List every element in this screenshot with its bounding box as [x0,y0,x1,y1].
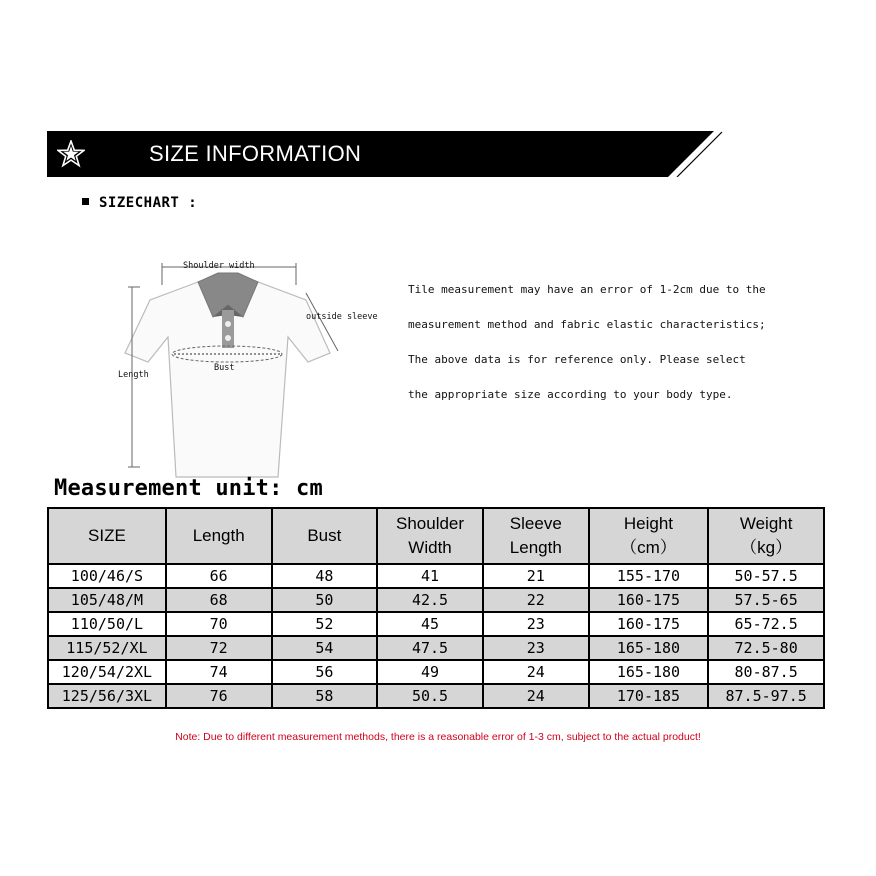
footnote: Note: Due to different measurement methods, there is a reasonable error of 1-3 cm, subject to the actual product! [175,731,701,743]
note-line: Tile measurement may have an error of 1-2cm due to the [408,283,766,296]
table-cell: 70 [166,612,272,636]
table-cell: 80-87.5 [708,660,824,684]
table-cell: 160-175 [589,588,709,612]
table-cell: 49 [377,660,483,684]
size-information-banner [47,131,724,177]
table-cell: 155-170 [589,564,709,588]
table-cell: 50-57.5 [708,564,824,588]
header-sleeve-length: Sleeve Length [483,508,589,564]
table-cell: 105/48/M [48,588,166,612]
sizechart-text: SIZECHART : [99,195,198,211]
table-cell: 120/54/2XL [48,660,166,684]
table-cell: 66 [166,564,272,588]
table-cell: 74 [166,660,272,684]
table-row [48,636,824,660]
header-weight: Weight （kg） [708,508,824,564]
table-cell: 42.5 [377,588,483,612]
table-cell: 45 [377,612,483,636]
table-cell: 23 [483,636,589,660]
size-table [47,507,825,709]
table-cell: 56 [272,660,378,684]
header-height: Height （cm） [589,508,709,564]
table-cell: 24 [483,684,589,708]
table-cell: 41 [377,564,483,588]
table-row [48,588,824,612]
note-line: measurement method and fabric elastic characteristics; [408,318,766,331]
banner-title: SIZE INFORMATION [149,141,362,166]
table-row [48,684,824,708]
measurement-notes [408,283,828,423]
table-cell: 170-185 [589,684,709,708]
table-cell: 57.5-65 [708,588,824,612]
table-cell: 72.5-80 [708,636,824,660]
table-cell: 165-180 [589,660,709,684]
bust-label: Bust [214,363,235,373]
table-cell: 65-72.5 [708,612,824,636]
table-cell: 72 [166,636,272,660]
header-shoulder-width: Shoulder Width [377,508,483,564]
header-length: Length [166,508,272,564]
length-label: Length [118,370,149,380]
table-cell: 23 [483,612,589,636]
table-cell: 100/46/S [48,564,166,588]
measurement-unit-title: Measurement unit: cm [54,476,323,501]
table-cell: 76 [166,684,272,708]
table-row [48,660,824,684]
table-row [48,612,824,636]
table-cell: 165-180 [589,636,709,660]
table-cell: 110/50/L [48,612,166,636]
sizechart-label [82,195,197,211]
table-cell: 22 [483,588,589,612]
table-cell: 24 [483,660,589,684]
header-bust: Bust [272,508,378,564]
note-line: The above data is for reference only. Please select [408,353,746,366]
table-cell: 50.5 [377,684,483,708]
table-cell: 50 [272,588,378,612]
table-cell: 58 [272,684,378,708]
outside-sleeve-label: outside sleeve [306,312,378,322]
table-cell: 47.5 [377,636,483,660]
shirt-diagram [110,255,400,485]
table-cell: 87.5-97.5 [708,684,824,708]
polo-shirt-icon [110,255,400,480]
table-cell: 160-175 [589,612,709,636]
table-cell: 48 [272,564,378,588]
table-cell: 115/52/XL [48,636,166,660]
table-cell: 68 [166,588,272,612]
bullet-icon [82,198,89,205]
table-cell: 21 [483,564,589,588]
table-row [48,564,824,588]
table-cell: 52 [272,612,378,636]
table-cell: 54 [272,636,378,660]
table-cell: 125/56/3XL [48,684,166,708]
note-line: the appropriate size according to your body type. [408,388,733,401]
shoulder-width-label: Shoulder width [183,261,255,271]
table-header-row [48,508,824,564]
header-size: SIZE [48,508,166,564]
